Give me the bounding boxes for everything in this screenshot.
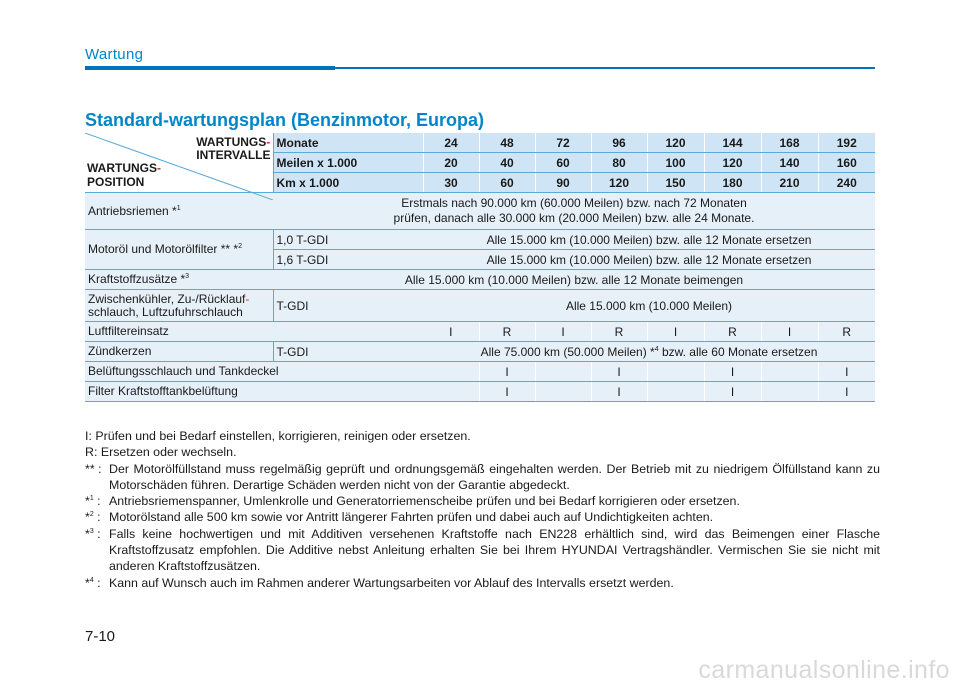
schedule-cell: I bbox=[704, 382, 761, 402]
row-intercooler bbox=[85, 290, 875, 322]
footnotes bbox=[85, 428, 880, 591]
item-label: Zwischenkühler, Zu-/Rücklauf- schlauch, Luftzufuhrschlauch bbox=[85, 290, 273, 322]
schedule-cell bbox=[647, 362, 704, 382]
page-title: Standard-wartungsplan (Benzinmotor, Europa) bbox=[85, 110, 485, 130]
item-value: Erstmals nach 90.000 km (60.000 Meilen) bzw. nach 72 Monaten prüfen, danach alle 30.000 km (20.000 Meilen) bzw. alle 24 Monate. bbox=[273, 193, 875, 230]
interval-row-months bbox=[85, 133, 875, 153]
watermark: carmanualsonline.info bbox=[698, 656, 950, 684]
interval-value: 210 bbox=[761, 173, 818, 193]
schedule-cell: I bbox=[479, 382, 535, 402]
schedule-cell: I bbox=[647, 322, 704, 342]
corner-intervals-label: WARTUNGS- INTERVALLE bbox=[196, 135, 271, 162]
interval-value: 120 bbox=[591, 173, 647, 193]
interval-value: 192 bbox=[818, 133, 875, 153]
row-engine-oil-1 bbox=[85, 230, 875, 250]
interval-label: Monate bbox=[273, 133, 423, 153]
interval-value: 140 bbox=[761, 153, 818, 173]
schedule-cell bbox=[535, 382, 591, 402]
item-label: Zündkerzen bbox=[85, 342, 273, 362]
schedule-cell bbox=[761, 382, 818, 402]
note-2: *$^2$ : Motorölstand alle 500 km sowie vor Antritt längerer Fahrten prüfen und dabei auch auf Undichtigkeiten achten. bbox=[85, 510, 714, 525]
item-value: Alle 75.000 km (50.000 Meilen) *$^4$ bzw. alle 60 Monate ersetzen bbox=[423, 342, 875, 362]
page-number: 7-10 bbox=[85, 628, 116, 645]
header-rule-thick bbox=[85, 66, 335, 70]
interval-value: 24 bbox=[423, 133, 479, 153]
note-1: *$^1$ : Antriebsriemenspanner, Umlenkrolle und Generatorriemenscheibe prüfen und bei Bedarf korrigieren oder ersetzen. bbox=[85, 494, 740, 509]
interval-label: Km x 1.000 bbox=[273, 173, 423, 193]
schedule-cell: I bbox=[479, 362, 535, 382]
schedule-cell: R bbox=[704, 322, 761, 342]
schedule-cell: I bbox=[704, 362, 761, 382]
interval-value: 96 bbox=[591, 133, 647, 153]
interval-value: 120 bbox=[647, 133, 704, 153]
schedule-cell: I bbox=[761, 322, 818, 342]
interval-value: 144 bbox=[704, 133, 761, 153]
schedule-cell bbox=[647, 382, 704, 402]
engine-variant: 1,6 T-GDI bbox=[273, 250, 423, 270]
schedule-cell bbox=[535, 362, 591, 382]
interval-value: 100 bbox=[647, 153, 704, 173]
interval-value: 180 bbox=[704, 173, 761, 193]
schedule-cell: R bbox=[479, 322, 535, 342]
row-tank-filter bbox=[85, 382, 875, 402]
schedule-cell: I bbox=[591, 362, 647, 382]
interval-value: 48 bbox=[479, 133, 535, 153]
schedule-cell: R bbox=[591, 322, 647, 342]
item-value: Alle 15.000 km (10.000 Meilen) bzw. alle 12 Monate ersetzen bbox=[423, 230, 875, 250]
item-label: Filter Kraftstofftankbelüftung bbox=[85, 382, 423, 402]
note-4: *$^4$ : Kann auf Wunsch auch im Rahmen anderer Wartungsarbeiten vor Ablauf des Intervalls ersetzt werden. bbox=[85, 575, 674, 590]
item-label: Antriebsriemen *$^1$ bbox=[85, 193, 273, 230]
engine-variant: T-GDI bbox=[273, 342, 423, 362]
item-label: Belüftungsschlauch und Tankdeckel bbox=[85, 362, 423, 382]
row-fuel-additive bbox=[85, 270, 875, 290]
item-label: Kraftstoffzusätze *$^3$ bbox=[85, 270, 273, 290]
interval-value: 168 bbox=[761, 133, 818, 153]
interval-value: 60 bbox=[479, 173, 535, 193]
interval-value: 80 bbox=[591, 153, 647, 173]
note-3: *$^3$ : Falls keine hochwertigen und mit Additiven versehenen Kraftstoffe nach EN228 erhältlich sind, wird das Beimengen einer Flasche Kraftstoffzusatz empfohlen. Die Additive nebst Anleitung erhalten Sie bei Ihrem HYUNDAI Vertragshändler. Vermischen Sie sie nicht mit anderen Kraftstoffzusätzen. bbox=[85, 526, 880, 574]
schedule-cell bbox=[423, 382, 479, 402]
interval-value: 40 bbox=[479, 153, 535, 173]
interval-value: 160 bbox=[818, 153, 875, 173]
table-corner-cell bbox=[85, 133, 273, 193]
row-air-filter bbox=[85, 322, 875, 342]
maintenance-table bbox=[85, 133, 875, 402]
schedule-cell: I bbox=[535, 322, 591, 342]
interval-value: 150 bbox=[647, 173, 704, 193]
interval-label: Meilen x 1.000 bbox=[273, 153, 423, 173]
interval-value: 20 bbox=[423, 153, 479, 173]
item-label: Luftfiltereinsatz bbox=[85, 322, 423, 342]
schedule-cell: I bbox=[818, 382, 875, 402]
corner-position-label: WARTUNGS- POSITION bbox=[87, 161, 161, 189]
schedule-cell: I bbox=[818, 362, 875, 382]
engine-variant: T-GDI bbox=[273, 290, 423, 322]
item-value: Alle 15.000 km (10.000 Meilen) bbox=[423, 290, 875, 322]
interval-value: 30 bbox=[423, 173, 479, 193]
schedule-cell: I bbox=[591, 382, 647, 402]
schedule-cell bbox=[423, 362, 479, 382]
note-replace: R: Ersetzen oder wechseln. bbox=[85, 445, 237, 460]
note-double-star: ** : Der Motorölfüllstand muss regelmäßig geprüft und ordnungsgemäß eingehalten werden. Der Betrieb mit zu niedrigem Ölfüllstand kann zu Motorschäden führen. Derartige Schäden werden nicht von der Garantie abgedeckt. bbox=[85, 461, 880, 492]
interval-value: 240 bbox=[818, 173, 875, 193]
engine-variant: 1,0 T-GDI bbox=[273, 230, 423, 250]
note-inspect: I: Prüfen und bei Bedarf einstellen, korrigieren, reinigen oder ersetzen. bbox=[85, 429, 471, 443]
item-value: Alle 15.000 km (10.000 Meilen) bzw. alle 12 Monate ersetzen bbox=[423, 250, 875, 270]
header-rule-thin bbox=[335, 67, 875, 69]
interval-value: 120 bbox=[704, 153, 761, 173]
row-spark-plugs bbox=[85, 342, 875, 362]
item-value: Alle 15.000 km (10.000 Meilen) bzw. alle 12 Monate beimengen bbox=[273, 270, 875, 290]
interval-value: 72 bbox=[535, 133, 591, 153]
schedule-cell: I bbox=[423, 322, 479, 342]
schedule-cell bbox=[761, 362, 818, 382]
section-label: Wartung bbox=[85, 46, 144, 63]
schedule-cell: R bbox=[818, 322, 875, 342]
row-vent-hose bbox=[85, 362, 875, 382]
item-label: Motoröl und Motorölfilter ** *$^2$ bbox=[85, 230, 273, 270]
interval-value: 60 bbox=[535, 153, 591, 173]
interval-value: 90 bbox=[535, 173, 591, 193]
